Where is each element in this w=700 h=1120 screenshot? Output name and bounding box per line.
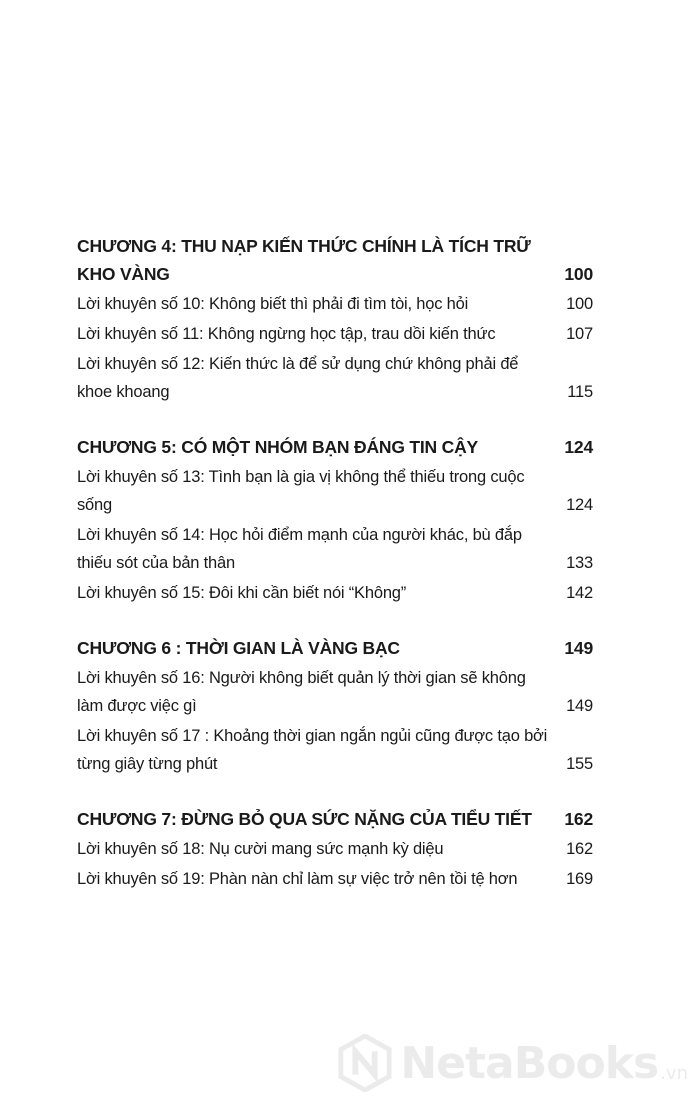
entry-page-number: 100: [566, 295, 593, 313]
entry-page-number: 169: [566, 870, 593, 888]
watermark: [336, 1034, 688, 1092]
toc-entry[interactable]: [77, 521, 593, 577]
entry-text: Lời khuyên số 15: Đôi khi cần biết nói “Không”: [77, 584, 407, 602]
entry-text: Lời khuyên số 16: Người không biết quản lý thời gian sẽ không làm được việc gì: [77, 669, 526, 715]
entry-page-number: 107: [566, 325, 593, 343]
toc-entry[interactable]: [77, 722, 593, 778]
entry-text: Lời khuyên số 17 : Khoảng thời gian ngắn ngủi cũng được tạo bởi từng giây từng phút: [77, 727, 548, 773]
entry-page-number: 149: [566, 697, 593, 715]
chapter-title-text: CHƯƠNG 7: ĐỪNG BỎ QUA SỨC NẶNG CỦA TIỂU TIẾT: [77, 809, 532, 829]
watermark-brand: NetaBooks: [400, 1037, 659, 1089]
entry-page-number: 115: [567, 383, 593, 401]
toc-entry[interactable]: [77, 865, 593, 893]
toc-entry[interactable]: [77, 290, 593, 318]
chapter-title-text: CHƯƠNG 5: CÓ MỘT NHÓM BẠN ĐÁNG TIN CẬY: [77, 437, 479, 457]
entry-text: Lời khuyên số 13: Tình bạn là gia vị không thể thiếu trong cuộc sống: [77, 468, 525, 514]
netabooks-logo-icon: [336, 1034, 394, 1092]
entry-page-number: 162: [566, 840, 593, 858]
chapter-title[interactable]: [77, 433, 593, 461]
toc-entry[interactable]: [77, 463, 593, 519]
entry-text: Lời khuyên số 11: Không ngừng học tập, trau dồi kiến thức: [77, 325, 496, 343]
chapter-title-text: CHƯƠNG 4: THU NẠP KIẾN THỨC CHÍNH LÀ TÍCH TRỮ KHO VÀNG: [77, 236, 531, 284]
entry-page-number: 124: [566, 496, 593, 514]
toc-entry[interactable]: [77, 350, 593, 406]
chapter-title[interactable]: [77, 634, 593, 662]
chapter-title-text: CHƯƠNG 6 : THỜI GIAN LÀ VÀNG BẠC: [77, 638, 400, 658]
toc-entry[interactable]: [77, 835, 593, 863]
toc-entry[interactable]: [77, 579, 593, 607]
entry-text: Lời khuyên số 10: Không biết thì phải đi tìm tòi, học hỏi: [77, 295, 469, 313]
entry-page-number: 142: [566, 584, 593, 602]
entry-text: Lời khuyên số 18: Nụ cười mang sức mạnh kỳ diệu: [77, 840, 444, 858]
entry-text: Lời khuyên số 14: Học hỏi điểm mạnh của người khác, bù đắp thiếu sót của bản thân: [77, 526, 522, 572]
chapter-6: [77, 634, 593, 778]
toc-entry[interactable]: [77, 664, 593, 720]
chapter-title[interactable]: [77, 232, 593, 288]
chapter-page-number: 124: [564, 437, 593, 457]
chapter-page-number: 162: [564, 809, 593, 829]
watermark-suffix: .vn: [660, 1063, 688, 1084]
entry-text: Lời khuyên số 12: Kiến thức là để sử dụng chứ không phải để khoe khoang: [77, 355, 519, 401]
table-of-contents: [77, 232, 593, 920]
chapter-5: [77, 433, 593, 607]
chapter-page-number: 149: [564, 638, 593, 658]
chapter-title[interactable]: [77, 805, 593, 833]
entry-page-number: 155: [566, 755, 593, 773]
toc-entry[interactable]: [77, 320, 593, 348]
chapter-page-number: 100: [564, 264, 593, 284]
chapter-4: [77, 232, 593, 406]
entry-text: Lời khuyên số 19: Phàn nàn chỉ làm sự việc trở nên tồi tệ hơn: [77, 870, 518, 888]
chapter-7: [77, 805, 593, 893]
entry-page-number: 133: [566, 554, 593, 572]
